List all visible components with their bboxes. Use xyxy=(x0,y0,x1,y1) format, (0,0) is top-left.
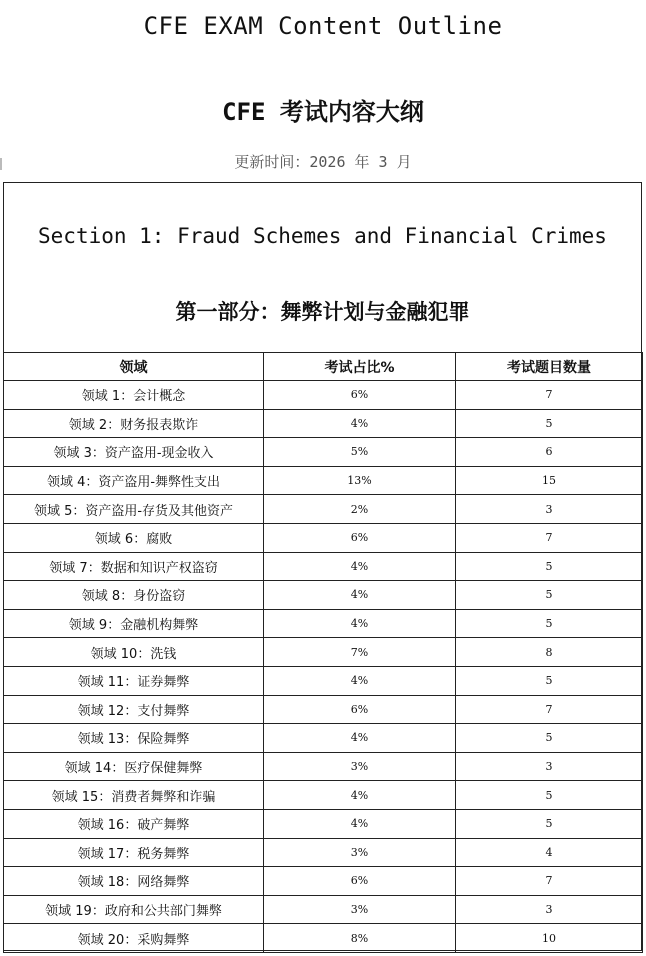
table-row xyxy=(4,895,643,924)
header-question-count: 考试题目数量 xyxy=(456,353,643,381)
count-cell: 7 xyxy=(456,695,643,724)
table-row xyxy=(4,581,643,610)
domain-cell: 领域 20：采购舞弊 xyxy=(4,924,264,953)
count-cell: 7 xyxy=(456,867,643,896)
count-cell: 5 xyxy=(456,666,643,695)
percentage-cell: 8% xyxy=(264,924,456,953)
count-cell: 4 xyxy=(456,838,643,867)
table-row xyxy=(4,809,643,838)
percentage-cell: 4% xyxy=(264,409,456,438)
count-cell: 5 xyxy=(456,781,643,810)
count-cell: 5 xyxy=(456,581,643,610)
percentage-cell: 5% xyxy=(264,438,456,467)
table-row xyxy=(4,466,643,495)
percentage-cell: 3% xyxy=(264,838,456,867)
count-cell: 7 xyxy=(456,523,643,552)
table-row xyxy=(4,638,643,667)
domain-cell: 领域 15：消费者舞弊和诈骗 xyxy=(4,781,264,810)
count-cell: 15 xyxy=(456,466,643,495)
percentage-cell: 4% xyxy=(264,809,456,838)
domain-cell: 领域 5：资产盗用-存货及其他资产 xyxy=(4,495,264,524)
domain-cell: 领域 19：政府和公共部门舞弊 xyxy=(4,895,264,924)
count-cell: 5 xyxy=(456,809,643,838)
table-row xyxy=(4,552,643,581)
domain-cell: 领域 8：身份盗窃 xyxy=(4,581,264,610)
section-title-en: Section 1: Fraud Schemes and Financial Crimes xyxy=(38,224,607,248)
header-percentage: 考试占比% xyxy=(264,353,456,381)
domain-cell: 领域 14：医疗保健舞弊 xyxy=(4,752,264,781)
table-row xyxy=(4,724,643,753)
count-cell: 3 xyxy=(456,495,643,524)
percentage-cell: 3% xyxy=(264,895,456,924)
percentage-cell: 4% xyxy=(264,781,456,810)
domain-cell: 领域 12：支付舞弊 xyxy=(4,695,264,724)
table-header-row xyxy=(4,353,643,381)
percentage-cell: 3% xyxy=(264,752,456,781)
domain-cell: 领域 2：财务报表欺诈 xyxy=(4,409,264,438)
table-row xyxy=(4,695,643,724)
domain-cell: 领域 3：资产盗用-现金收入 xyxy=(4,438,264,467)
count-cell: 5 xyxy=(456,724,643,753)
percentage-cell: 4% xyxy=(264,581,456,610)
domain-cell: 领域 17：税务舞弊 xyxy=(4,838,264,867)
percentage-cell: 4% xyxy=(264,609,456,638)
table-row xyxy=(4,438,643,467)
percentage-cell: 2% xyxy=(264,495,456,524)
table-row xyxy=(4,867,643,896)
domain-cell: 领域 10：洗钱 xyxy=(4,638,264,667)
domain-cell: 领域 18：网络舞弊 xyxy=(4,867,264,896)
percentage-cell: 13% xyxy=(264,466,456,495)
table-row xyxy=(4,381,643,410)
percentage-cell: 6% xyxy=(264,381,456,410)
count-cell: 3 xyxy=(456,752,643,781)
section-title-zh: 第一部分：舞弊计划与金融犯罪 xyxy=(175,299,470,324)
table-row xyxy=(4,666,643,695)
percentage-cell: 4% xyxy=(264,552,456,581)
count-cell: 5 xyxy=(456,409,643,438)
percentage-cell: 6% xyxy=(264,695,456,724)
table-row xyxy=(4,609,643,638)
domain-cell: 领域 13：保险舞弊 xyxy=(4,724,264,753)
table-row xyxy=(4,924,643,953)
count-cell: 5 xyxy=(456,609,643,638)
table-row xyxy=(4,495,643,524)
count-cell: 8 xyxy=(456,638,643,667)
header-domain: 领域 xyxy=(4,353,264,381)
domain-cell: 领域 4：资产盗用-舞弊性支出 xyxy=(4,466,264,495)
count-cell: 10 xyxy=(456,924,643,953)
domain-cell: 领域 1：会计概念 xyxy=(4,381,264,410)
percentage-cell: 4% xyxy=(264,724,456,753)
updated-date: 更新时间：2026 年 3 月 xyxy=(234,153,412,171)
percentage-cell: 4% xyxy=(264,666,456,695)
percentage-cell: 7% xyxy=(264,638,456,667)
domain-cell: 领域 9：金融机构舞弊 xyxy=(4,609,264,638)
document-title-en: CFE EXAM Content Outline xyxy=(143,12,503,40)
domain-cell: 领域 6：腐败 xyxy=(4,523,264,552)
section-box xyxy=(3,182,642,951)
domain-table xyxy=(3,352,643,953)
table-row xyxy=(4,409,643,438)
table-row xyxy=(4,781,643,810)
percentage-cell: 6% xyxy=(264,867,456,896)
count-cell: 6 xyxy=(456,438,643,467)
table-row xyxy=(4,838,643,867)
count-cell: 7 xyxy=(456,381,643,410)
domain-cell: 领域 11：证券舞弊 xyxy=(4,666,264,695)
domain-cell: 领域 7：数据和知识产权盗窃 xyxy=(4,552,264,581)
document-title-zh: CFE 考试内容大纲 xyxy=(222,98,424,126)
domain-cell: 领域 16：破产舞弊 xyxy=(4,809,264,838)
percentage-cell: 6% xyxy=(264,523,456,552)
count-cell: 5 xyxy=(456,552,643,581)
table-row xyxy=(4,523,643,552)
table-row xyxy=(4,752,643,781)
count-cell: 3 xyxy=(456,895,643,924)
